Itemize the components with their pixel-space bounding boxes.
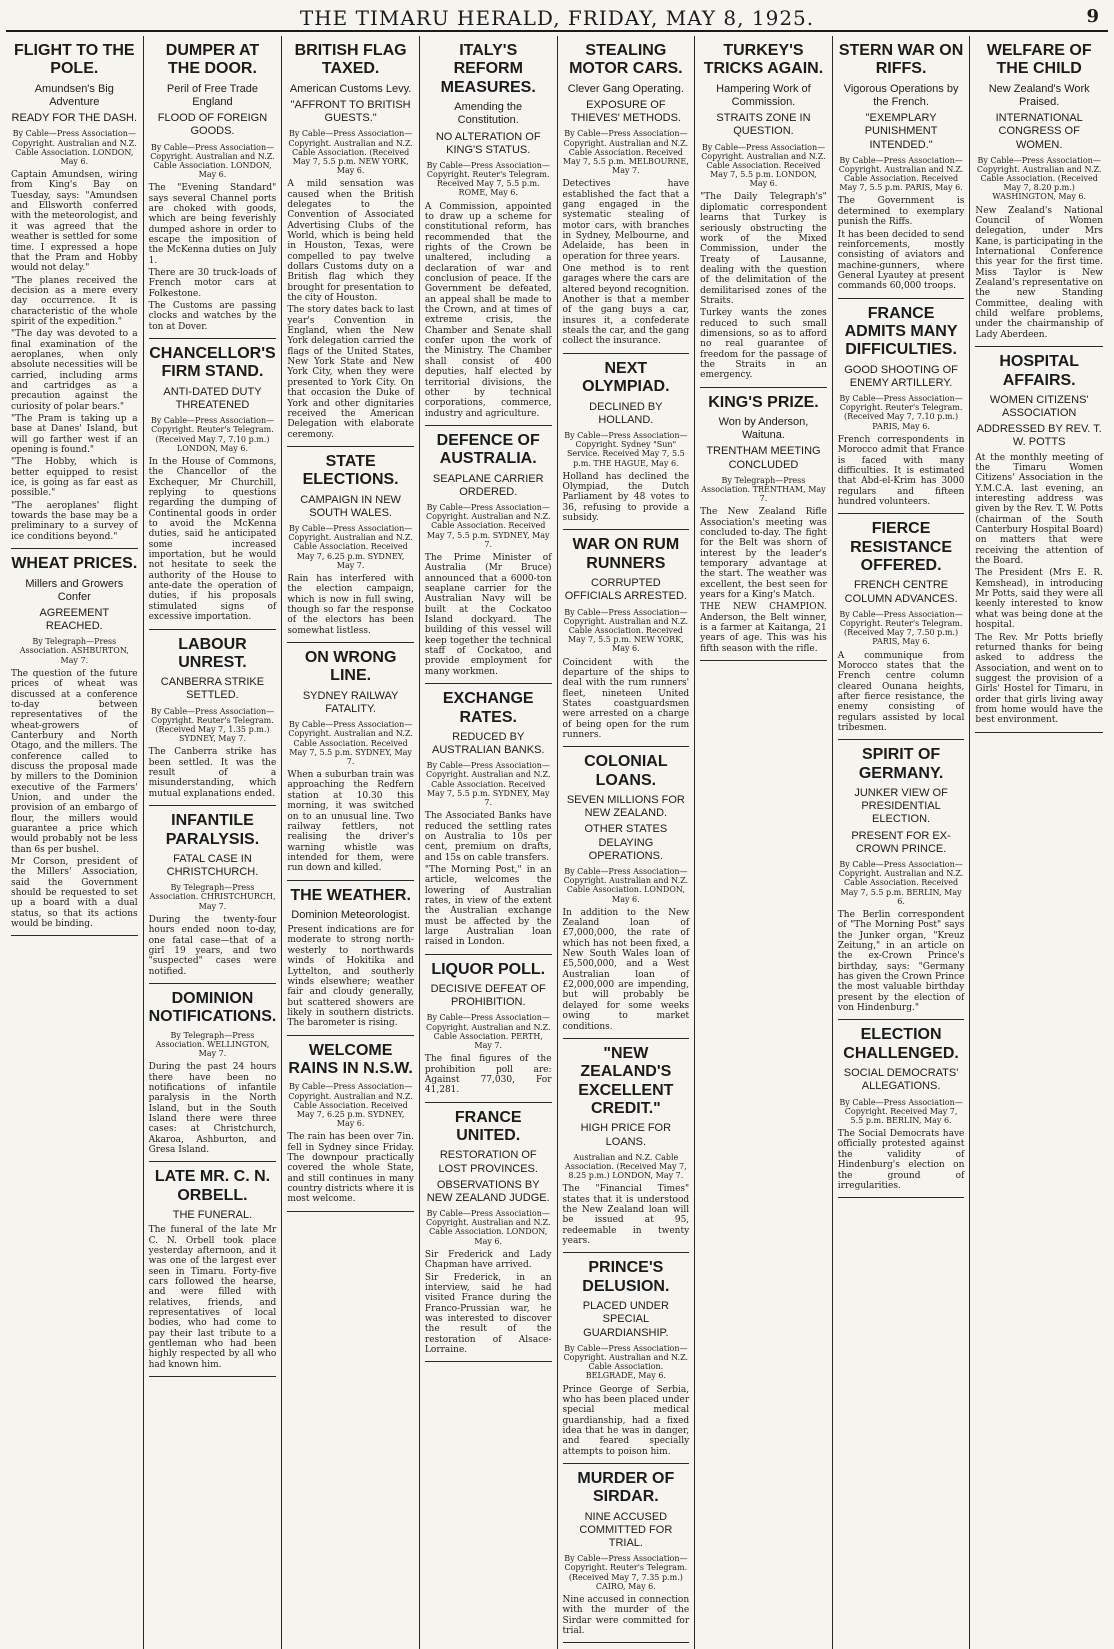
paragraph: Detectives have established the fact that a gang engaged in the systematic stealing of motor cars, with branches in Sydney, Melbourne, and Adelaide, has been in operation for three years. <box>562 179 690 262</box>
article <box>838 520 965 740</box>
article <box>425 1109 552 1363</box>
column-6 <box>695 36 833 1649</box>
paragraph: Mr Corson, president of the Millers' Association, said the Government should be requested to set up a board with a dual status, so that its actions would be binding. <box>11 857 138 930</box>
subheadline: Dominion Meteorologist. <box>291 908 410 921</box>
paragraph: Turkey wants the zones reduced to such small dimensions, so as to afford no real guarantee of freedom for the passage of the Straits in an emergency. <box>700 308 827 381</box>
article-body <box>563 658 690 741</box>
dateline: By Cable—Press Association—Copyright. Reuter's Telegram. (Received May 7, 7.35 p.m.) CAIRO, May 6. <box>564 1554 688 1591</box>
article-body <box>563 1595 690 1636</box>
paragraph: The Government is determined to exemplary punish the Riffs. <box>837 196 965 228</box>
paragraph: At the monthly meeting of the Timaru Women Citizens' Association in the Y.M.C.A. last evening, an interesting address was given by the Rev. T. W. Potts (chairman of the South Canterbury Hospital Board) on matters that were receiving the attention of the Board. <box>975 452 1103 567</box>
article-body <box>838 196 965 291</box>
article <box>287 887 414 1036</box>
article <box>838 1026 965 1198</box>
headline: LATE MR. C. N. ORBELL. <box>154 1168 271 1204</box>
paragraph: "The day was devoted to a final examination of the aeroplanes, when only absolute necessities will be carried, including arms and cartridges as a precaution against the curiosity of polar bears." <box>11 329 138 412</box>
dateline: By Cable—Press Association—Copyright. Australian and N.Z. Cable Association. Received May 7, 5.5 p.m. NEW YORK, May 6. <box>563 607 689 654</box>
article <box>149 636 277 807</box>
subheadline: GOOD SHOOTING OF ENEMY ARTILLERY. <box>844 363 958 389</box>
dateline: Australian and N.Z. Cable Association. (Received May 7, 8.25 p.m.) LONDON, May 7. <box>565 1152 687 1181</box>
article-body <box>425 1250 552 1355</box>
dateline: By Cable—Press Association—Copyright. Australian and N.Z. Cable Association. (Received May 7, 8.20 p.m.) WASHINGTON, May 6. <box>976 155 1102 202</box>
article-body <box>563 472 690 524</box>
subheadline: THE FUNERAL. <box>172 1209 253 1222</box>
article-body <box>149 1062 277 1155</box>
paragraph: Captain Amundsen, wiring from King's Bay on Tuesday, says: "Amundsen and Ellsworth conferred with the meteorologist, and it was agreed that the weather is settled for some time. I expressed a hope that the Pram and Hobby would not delay." <box>11 170 138 274</box>
article <box>975 42 1103 347</box>
paragraph: THE NEW CHAMPION. Anderson, the Belt winner, is a farmer at Kaitanga, 21 years of age. This was his fifth season with the rifle. <box>700 602 827 654</box>
article <box>287 649 414 881</box>
dateline: By Cable—Press Association—Copyright. Australian and N.Z. Cable Association. Received May 7, 5.5 p.m. LONDON, May 6. <box>701 142 826 189</box>
paragraph: French correspondents in Morocco admit that France is faced with many difficulties. It is estimated that Abd-el-Krim has 3000 regulars and fifteen hundred volunteers. <box>837 434 965 507</box>
subheadline: "EXEMPLARY PUNISHMENT INTENDED." <box>864 112 938 151</box>
paragraph: There are 30 truck-loads of French motor cars at Folkestone. <box>148 268 277 299</box>
column-2 <box>144 36 283 1649</box>
headline: ON WRONG LINE. <box>304 649 397 685</box>
paragraph: The President (Mrs E. R. Kemshead), in introducing Mr Potts, said they were all keenly interested to know what was being done at the hospital. <box>975 568 1103 631</box>
article-body <box>287 179 414 440</box>
article-body <box>700 507 827 654</box>
paragraph: In addition to the New Zealand loan of £7,000,000, the rate of which has not been fixed, a New South Wales loan of £5,500,000, and a West Australian loan of £2,000,000 are impending, but will probably be delayed for some weeks owing to market conditions. <box>562 907 690 1032</box>
paragraph: "The Pram is taking up a base at Danes' Island, but will go farther west if an opening is found." <box>11 414 138 456</box>
headline: SPIRIT OF GERMANY. <box>858 746 944 782</box>
paragraph: Prince George of Serbia, who has been placed under special medical guardianship, had a fixed idea that he was in danger, and feared specially attempts to poison him. <box>562 1384 690 1457</box>
column-8 <box>970 36 1108 1649</box>
headline: WAR ON RUM RUNNERS <box>572 536 680 572</box>
subheadline: NINE ACCUSED COMMITTED FOR TRIAL. <box>579 1510 673 1550</box>
headline: FLIGHT TO THE POLE. <box>14 42 135 78</box>
headline: WELCOME RAINS IN N.S.W. <box>288 1041 413 1077</box>
paragraph: A Commission, appointed to draw up a scheme for constitutional reform, has recommended that the rights of the Crown be unaltered, including a declaration of war and conclusion of peace. If the Government be defeated, an appeal shall be made to the Crown, and at times of extreme crisis, the Chamber and Senate shall confer upon the work of the Ministry. The Chamber shall consist of 400 deputies, half elected by territorial divisions, the other by technical corporations, commerce, industry and agriculture. <box>424 201 552 419</box>
article <box>287 1042 414 1212</box>
article-body <box>838 435 965 507</box>
dateline: By Cable—Press Association—Copyright. Australian and N.Z. Cable Association. LONDON, May 6. <box>12 129 137 166</box>
headline: STATE ELECTIONS. <box>302 452 399 489</box>
article-body <box>149 1225 277 1370</box>
headline: PRINCE'S DELUSION. <box>582 1259 670 1295</box>
headline: LABOUR UNREST. <box>178 635 247 671</box>
subheadline: STRAITS ZONE IN QUESTION. <box>716 112 811 138</box>
article <box>149 345 277 629</box>
article-body <box>700 192 827 380</box>
paragraph: The rain has been over 7in. fell in Sydney since Friday. The downpour practically covered the whole State, and still continues in many country districts where it is most welcome. <box>287 1132 414 1205</box>
paragraph: One method is to rent garages where the cars are altered beyond recognition. Another is that a member of the gang buys a car, insures it, a confederate steals the car, and the gang collect the insurance. <box>562 264 690 347</box>
paragraph: The "Financial Times" states that it is understood the New Zealand loan will be issued at 95, redeemable in twenty years. <box>562 1184 690 1247</box>
article <box>149 990 277 1162</box>
paragraph: "The Daily Telegraph's" diplomatic correspondent learns that Turkey is seriously obstructing the work of the Mixed Commission, under the Treaty of Lausanne, dealing with the question of the delimitation of the demilitarised zones of the Straits. <box>700 192 827 306</box>
headline: NEXT OLYMPIAD. <box>582 359 670 396</box>
column-4 <box>420 36 558 1649</box>
subheadline: CAMPAIGN IN NEW SOUTH WALES. <box>300 493 401 519</box>
subheadline: PRESENT FOR EX-CROWN PRINCE. <box>851 829 951 855</box>
subheadline: ANTI-DATED DUTY THREATENED <box>163 385 262 412</box>
headline: THE WEATHER. <box>290 886 411 904</box>
headline: ITALY'S REFORM MEASURES. <box>440 42 536 96</box>
subheadline: American Customs Levy. <box>289 82 412 95</box>
subheadline: Millers and Growers Confer <box>25 577 124 603</box>
headline: WELFARE OF THE CHILD <box>986 42 1092 78</box>
paragraph: "The planes received the decision as a mere every day occurrence. It is characteristic of the whole spirit of the expedition." <box>11 275 138 327</box>
headline: WHEAT PRICES. <box>11 555 138 573</box>
subheadline: CANBERRA STRIKE SETTLED. <box>160 676 265 702</box>
article <box>563 1045 690 1254</box>
headline: ELECTION CHALLENGED. <box>843 1026 959 1062</box>
article <box>149 42 277 339</box>
paragraph: When a suburban train was approaching the Redfern station at 10.30 this morning, it was switched on to an unusual line. Two railway fettlers, not realising the driver's warning whistle was intended for them, were run down and killed. <box>287 770 414 874</box>
article-body <box>287 574 414 636</box>
article-body <box>563 179 690 347</box>
dateline: By Telegraph—Press Association. CHRISTCHURCH, May 7. <box>149 883 276 911</box>
headline: LIQUOR POLL. <box>431 960 546 978</box>
headline: KING'S PRIZE. <box>708 393 819 411</box>
subheadline: DECLINED BY HOLLAND. <box>589 400 663 426</box>
headline: INFANTILE PARALYSIS. <box>165 812 260 848</box>
dateline: By Cable—Press Association—Copyright. Australian and N.Z. Cable Association. Received May 7, 5.5 p.m. SYDNEY, May 7. <box>425 761 551 808</box>
article <box>838 746 965 1020</box>
paragraph: The Customs are passing clocks and watches by the ton at Dover. <box>148 301 277 332</box>
dateline: By Cable—Press Association—Copyright. Reuter's Telegram. Received May 7, 5.5 p.m. ROME, May 6. <box>426 160 550 198</box>
dateline: By Cable—Press Association—Copyright. Australian and N.Z. Cable Association. LONDON, May 6. <box>563 866 689 904</box>
headline: COLONIAL LOANS. <box>584 753 668 789</box>
article <box>563 1470 690 1643</box>
article <box>700 394 827 662</box>
headline: EXCHANGE RATES. <box>442 690 534 726</box>
subheadline: FATAL CASE IN CHRISTCHURCH. <box>166 852 259 879</box>
headline: STERN WAR ON RIFFS. <box>838 42 964 78</box>
subheadline: OTHER STATES DELAYING OPERATIONS. <box>584 823 668 862</box>
article-body <box>563 1385 690 1457</box>
subheadline: New Zealand's Work Praised. <box>988 82 1090 108</box>
masthead <box>6 6 1108 32</box>
article-body <box>149 747 277 799</box>
paragraph: Holland has declined the Olympiad, the Dutch Parliament by 48 votes to 36, refusing to provide a subsidy. <box>562 471 690 524</box>
subheadline: PLACED UNDER SPECIAL GUARDIANSHIP. <box>582 1300 669 1339</box>
subheadline: WOMEN CITIZENS' ASSOCIATION <box>989 393 1089 420</box>
headline: FRANCE ADMITS MANY DIFFICULTIES. <box>844 304 958 359</box>
dateline: By Cable—Press Association—Copyright. Australian and N.Z. Cable Association. Received May 7, 5.5 p.m. MELBOURNE, May 7. <box>562 129 689 176</box>
subheadline: SOCIAL DEMOCRATS' ALLEGATIONS. <box>843 1067 959 1093</box>
subheadline: SYDNEY RAILWAY FATALITY. <box>302 689 399 715</box>
headline: FIERCE RESISTANCE OFFERED. <box>850 520 953 575</box>
article <box>838 305 965 515</box>
subheadline: NO ALTERATION OF KING'S STATUS. <box>435 130 541 156</box>
column-1 <box>6 36 144 1649</box>
article-body <box>563 1184 690 1246</box>
subheadline: SEVEN MILLIONS FOR NEW ZEALAND. <box>566 794 685 820</box>
dateline: By Cable—Press Association—Copyright. Australian and N.Z. Cable Association. PERTH, May 7. <box>425 1013 551 1050</box>
subheadline: RESTORATION OF LOST PROVINCES. <box>438 1149 538 1175</box>
article <box>700 42 827 388</box>
subheadline: Amundsen's Big Adventure <box>34 82 114 108</box>
article <box>563 1259 690 1464</box>
article <box>425 690 552 955</box>
paragraph: A communique from Morocco states that the French centre column cleared Ounana heights, after fierce resistance, the enemy consisting of regulars assisted by local tribesmen. <box>837 650 965 733</box>
paragraph: Sir Frederick, in an interview, said he had visited France during the Franco-Prussian war, he was interested to discover the result of the restoration of Alsace-Lorraine. <box>424 1272 552 1355</box>
subheadline: Clever Gang Operating. <box>567 82 684 95</box>
dateline: By Telegraph—Press Association. WELLINGTON, May 7. <box>155 1030 270 1059</box>
subheadline: HIGH PRICE FOR LOANS. <box>580 1122 672 1148</box>
article-body <box>149 915 277 977</box>
subheadline: FRENCH CENTRE COLUMN ADVANCES. <box>844 579 958 605</box>
paragraph: The Social Democrats have officially protested against the validity of Hindenburg's election on the ground of irregularities. <box>837 1129 965 1191</box>
headline: FRANCE UNITED. <box>454 1108 522 1144</box>
article-body <box>287 770 414 873</box>
dateline: By Cable—Press Association—Copyright. Reuter's Telegram. (Received May 7, 1.35 p.m.) SYDNEY, May 7. <box>150 706 275 744</box>
dateline: By Cable—Press Association—Copyright. Australian and N.Z. Cable Association. (Received May 7, 5.5 p.m. NEW YORK, May 6. <box>288 129 413 176</box>
paragraph: The question of the future prices of wheat was discussed at a conference to-day between representatives of the wheat-growers of Canterbury and North Otago, and the millers. The conference called to discuss the proposal made by millers to the Dominion executive of the Farmers' Union, and under the provision of an embargo of flour, the millers would guarantee a price which would probably not be less than 6s per bushel. <box>11 668 138 855</box>
article <box>149 1168 277 1377</box>
subheadline: "AFFRONT TO BRITISH GUESTS." <box>290 98 411 125</box>
article-body <box>425 553 552 677</box>
paragraph: The story dates back to last year's Convention in England, when the New York delegation carried the flags of the United States, New York State and New York City, when they were presented to York City. On that occasion the Duke of York and other dignitaries received the American Delegation with elaborate ceremony. <box>287 305 414 440</box>
dateline: By Cable—Press Association—Copyright. Australian and N.Z. Cable Association. BELGRADE, May 6. <box>563 1343 689 1381</box>
article-body <box>149 183 277 332</box>
page-number: 9 <box>1086 6 1100 27</box>
subheadline: EXPOSURE OF THIEVES' METHODS. <box>570 98 681 125</box>
paragraph: The final figures of the prohibition poll are: Against 77,030, For 41,281. <box>424 1054 552 1096</box>
article-body <box>838 651 965 734</box>
paragraph: New Zealand's National Council of Women delegation, under Mrs Kane, is participating in the International Conference this year for the first time. Miss Taylor is New Zealand's representative on the new Standing Committee, dealing with child welfare problems, under the chairmanship of Lady Aberdeen. <box>975 205 1103 340</box>
article-body <box>149 457 277 623</box>
paragraph: Rain has interfered with the election campaign, which is now in full swing, though so far the response of the electors has been somewhat listless. <box>287 573 414 636</box>
article-body <box>11 170 138 542</box>
article-body <box>425 811 552 947</box>
headline: DUMPER AT THE DOOR. <box>165 42 260 78</box>
headline: MURDER OF SIRDAR. <box>577 1469 675 1506</box>
subheadline: DECISIVE DEFEAT OF PROHIBITION. <box>430 983 546 1009</box>
article-body <box>425 1054 552 1095</box>
article <box>11 42 138 549</box>
article <box>838 42 965 299</box>
subheadline: FLOOD OF FOREIGN GOODS. <box>157 112 268 138</box>
subheadline: Vigorous Operations by the French. <box>843 82 959 108</box>
paragraph: Coincident with the departure of the ships to deal with the rum runners' fleet, nineteen United States coastguardsmen were arrested on a charge of being open for the rum runners. <box>562 657 690 740</box>
paragraph: The Rev. Mr Potts briefly returned thanks for being asked to address the Association, and went on to suggest the provision of a Girls' Hostel for Timaru, in order that girls living away from home would have the best environment. <box>975 632 1103 726</box>
subheadline: Won by Anderson, Waituna. <box>718 416 809 442</box>
dateline: By Cable—Press Association—Copyright. Received May 7, 5.5 p.m. BERLIN, May 6. <box>839 1097 963 1125</box>
dateline: By Cable—Press Association—Copyright. Australian and N.Z. Cable Association. Received May 7, 5.5 p.m. SYDNEY, May 7. <box>425 503 551 549</box>
dateline: By Telegraph—Press Association. ASHBURTON, May 7. <box>19 637 129 665</box>
paragraph: The New Zealand Rifle Association's meeting was concluded to-day. The fight for the Belt was shorn of interest by the leader's temporary advantage at the start. The weather was excellent, the best seen for years for a King's Match. <box>700 507 827 601</box>
headline: CHANCELLOR'S FIRM STAND. <box>149 345 276 381</box>
dateline: By Cable—Press Association—Copyright. Sydney "Sun" Service. Received May 7, 5.5 p.m. THE HAGUE, May 6. <box>564 430 688 468</box>
masthead-title: THE TIMARU HERALD, FRIDAY, MAY 8, 1925. <box>299 6 815 30</box>
article <box>11 555 138 936</box>
dateline: By Cable—Press Association—Copyright. Australian and N.Z. Cable Association. Received May 7, 5.5 p.m. SYDNEY, May 7. <box>288 720 413 766</box>
article-body <box>975 206 1103 340</box>
paragraph: Present indications are for moderate to strong north-westerly to northwards winds of Hokitika and Lyttelton, and southerly winds elsewhere; weather fair and cloudy generally, but scattered showers are likely in southern districts. The barometer is rising. <box>287 925 414 1029</box>
article-body <box>287 1132 414 1204</box>
article-body <box>11 669 138 930</box>
article <box>287 453 414 643</box>
paragraph: During the twenty-four hours ended noon to-day, one fatal case—that of a girl 19 years, and two "suspected" cases were notified. <box>148 914 277 977</box>
article <box>149 812 277 984</box>
headline: BRITISH FLAG TAXED. <box>294 42 407 78</box>
article-body <box>838 910 965 1013</box>
headline: HOSPITAL AFFAIRS. <box>999 353 1080 389</box>
article <box>975 353 1103 732</box>
column-5 <box>558 36 696 1649</box>
subheadline: INTERNATIONAL CONGRESS OF WOMEN. <box>995 112 1083 151</box>
paragraph: "The Morning Post," in an article, welcomes the lowering of Australian rates, in view of the extent the Australian exchange must be affected by the large Australian loan raised in London. <box>424 864 552 948</box>
headline: STEALING MOTOR CARS. <box>569 42 683 78</box>
paragraph: The Prime Minister of Australia (Mr Bruce) announced that a 6000-ton seaplane carrier for the Australian Navy will be built at the Cockatoo Island dockyard. The building of this vessel will keep together the technical staff of Cockatoo, and provide employment for many workmen. <box>424 552 552 677</box>
subheadline: OBSERVATIONS BY NEW ZEALAND JUDGE. <box>426 1178 550 1204</box>
article <box>287 42 414 447</box>
paragraph: The "Evening Standard" says several Channel ports are choked with goods, which are being feverishly dumped ashore in order to escape the imposition of the McKenna duties on July 1. <box>148 183 277 266</box>
paragraph: The Canberra strike has been settled. It was the result of a misunderstanding, which mutual explanations ended. <box>148 747 277 799</box>
dateline: By Cable—Press Association—Copyright. Australian and N.Z. Cable Association. Received May 7, 6.25 p.m. SYDNEY, May 7. <box>288 524 413 570</box>
headline: "NEW ZEALAND'S EXCELLENT CREDIT." <box>578 1044 674 1118</box>
dateline: By Cable—Press Association—Copyright. Reuter's Telegram. (Received May 7, 7.50 p.m.) PARIS, May 6. <box>839 609 963 647</box>
article-body <box>425 202 552 419</box>
paragraph: Nine accused in connection with the murder of the Sirdar were committed for trial. <box>562 1595 690 1637</box>
dateline: By Cable—Press Association—Copyright. Australian and N.Z. Cable Association. LONDON, May 6. <box>150 142 275 180</box>
dateline: By Cable—Press Association—Copyright. Australian and N.Z. Cable Association. LONDON, May 6. <box>425 1209 551 1246</box>
subheadline: SEAPLANE CARRIER ORDERED. <box>432 472 544 498</box>
article-body <box>975 453 1103 726</box>
headline: TURKEY'S TRICKS AGAIN. <box>703 42 824 78</box>
article <box>563 753 690 1039</box>
dateline: By Cable—Press Association—Copyright. Australian and N.Z. Cable Association. Received May 7, 6.25 p.m. SYDNEY, May 6. <box>288 1082 413 1129</box>
subheadline: Peril of Free Trade England <box>166 82 258 108</box>
article <box>563 536 690 747</box>
dateline: By Cable—Press Association—Copyright. Australian and N.Z. Cable Association. Received May 7, 5.5 p.m. BERLIN, May 6. <box>838 860 964 906</box>
article <box>425 42 552 426</box>
subheadline: READY FOR THE DASH. <box>11 112 138 125</box>
subheadline: AGREEMENT REACHED. <box>39 606 110 633</box>
headline: DOMINION NOTIFICATIONS. <box>148 989 277 1026</box>
dateline: By Cable—Press Association—Copyright. Reuter's Telegram. (Received May 7, 7.10 p.m.) LONDON, May 6. <box>150 416 275 453</box>
subheadline: Amending the Constitution. <box>454 101 523 127</box>
paragraph: "The Hobby, which is better equipped to resist ice, is going as far east as possible." <box>11 457 138 499</box>
subheadline: Hampering Work of Commission. <box>716 82 811 108</box>
dateline: By Telegraph—Press Association. TRENTHAM, May 7. <box>701 475 826 504</box>
columns <box>6 36 1108 1637</box>
paragraph: A mild sensation was caused when the British delegates to the Convention of Associated Advertising Clubs of the World, which is being held in Houston, Texas, were compelled to pay twelve dollars Customs duty on a British flag which they brought for presentation to the city of Houston. <box>287 179 414 304</box>
article-body <box>563 908 690 1032</box>
paragraph: The Associated Banks have reduced the settling rates on Australia to 10s per cent, premium on drafts, and 15s on cable transfers. <box>424 811 552 863</box>
dateline: By Cable—Press Association—Copyright. Australian and N.Z. Cable Association. Received May 7, 5.5 p.m. PARIS, May 6. <box>838 155 964 193</box>
article <box>425 961 552 1103</box>
article <box>563 360 690 531</box>
paragraph: The funeral of the late Mr C. N. Orbell took place yesterday afternoon, and it was one of the largest ever seen in Timaru. Forty-five cars followed the hearse, and were filled with relatives, friends, and representatives of local bodies, who had come to pay their last tribute to a gentleman who had been highly respected by all who had known him. <box>148 1225 277 1370</box>
subheadline: TRENTHAM MEETING CONCLUDED <box>706 445 821 471</box>
paragraph: Sir Frederick and Lady Chapman have arrived. <box>424 1249 552 1271</box>
column-3 <box>282 36 420 1649</box>
article-body <box>838 1129 965 1191</box>
subheadline: JUNKER VIEW OF PRESIDENTIAL ELECTION. <box>854 787 948 826</box>
paragraph: It has been decided to send reinforcements, mostly consisting of aviators and machine-gunners, where General Lyautey at present commands 60,000 troops. <box>837 229 965 292</box>
dateline: By Cable—Press Association—Copyright. Reuter's Telegram. (Received May 7, 7.10 p.m.) PARIS, May 6. <box>839 394 963 431</box>
subheadline: REDUCED BY AUSTRALIAN BANKS. <box>431 730 545 757</box>
subheadline: CORRUPTED OFFICIALS ARRESTED. <box>564 577 687 603</box>
paragraph: During the past 24 hours there have been no notifications of infantile paralysis in the North Island, but in the South Island there were three cases: at Christchurch, Akaroa, Ashburton, and Gresa Island. <box>148 1062 277 1155</box>
article <box>563 42 690 354</box>
column-7 <box>833 36 971 1649</box>
headline: DEFENCE OF AUSTRALIA. <box>436 431 540 468</box>
article-body <box>287 925 414 1028</box>
paragraph: "The aeroplanes' flight towards the base may be a preliminary to a survey of ice conditions beyond." <box>11 500 138 542</box>
subheadline: ADDRESSED BY REV. T. W. POTTS <box>976 423 1102 449</box>
article <box>425 432 552 684</box>
paragraph: The Berlin correspondent of "The Morning Post" says the Junker organ, "Kreuz Zeitung," in an article on the ex-Crown Prince's birthday, says: "Germany has given the Crown Prince the most valuable birthday present by the election of von Hindenburg." <box>837 909 965 1014</box>
paragraph: In the House of Commons, the Chancellor of the Exchequer, Mr Churchill, replying to questions regarding the dumping of Continental goods in order to avoid the McKenna duties, said he anticipated some increased importation, but he would not hesitate to seek the authority of the House to ante-date the operation of duties, if his proposals stimulated signs of excessive importation. <box>148 457 277 623</box>
